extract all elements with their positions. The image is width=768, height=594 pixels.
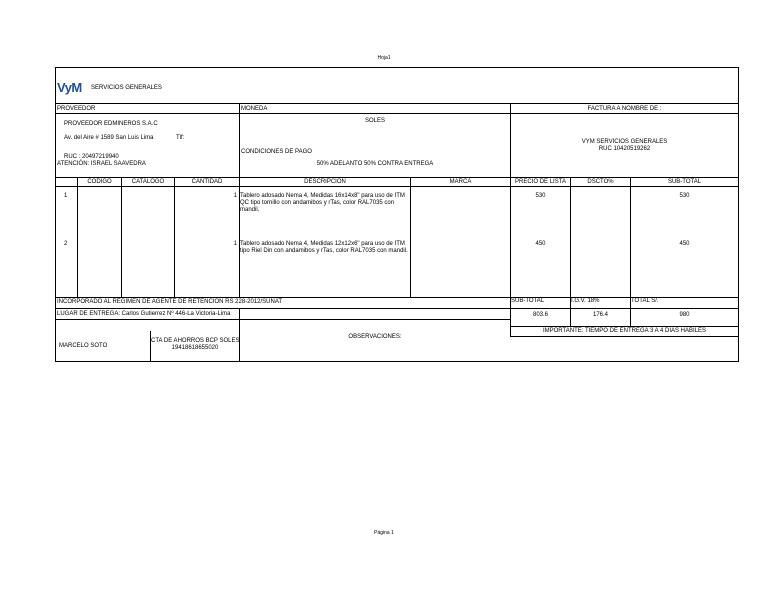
- page-footer: Página 1: [374, 530, 394, 536]
- item-list-price: 450: [535, 241, 546, 247]
- item-quantity: 1: [233, 241, 237, 247]
- item-description: Tablero adosado Nema 4, Medidas 16x14x8" para uso de ITM QC tipo tornillo con andamibos y rTas, color RAL7035 con mandil.: [240, 193, 405, 213]
- divider: [77, 177, 78, 298]
- divider: [510, 336, 738, 337]
- purchase-order-document: [55, 67, 739, 362]
- item-number: 1: [64, 193, 68, 199]
- divider: [121, 177, 122, 298]
- item-subtotal: 450: [679, 241, 690, 247]
- col-header-cantidad: CANTIDAD: [191, 179, 223, 185]
- supplier-address: Av. del Aire # 1589 San Luis Lima: [64, 135, 154, 141]
- item-description: Tablero adosado Nema 4, Medidas 12x12x6" para uso de ITM tipo Riel Din con andamibos y rTas, color RAL7035 con mandil.: [240, 241, 408, 254]
- subtotal-value: 803.6: [532, 312, 548, 318]
- item-subtotal: 530: [679, 193, 690, 199]
- payment-value: 50% ADELANTO 50% CONTRA ENTREGA: [316, 161, 434, 167]
- subtotal-label: SUB-TOTAL: [511, 298, 545, 304]
- divider: [410, 177, 411, 298]
- supplier-attention: ATENCIÓN: ISRAEL SAAVEDRA: [57, 161, 146, 167]
- igv-value: 176.4: [592, 312, 608, 318]
- payment-label: CONDICIONES DE PAGO: [241, 149, 312, 155]
- col-header-dscto: DSCTO%: [587, 179, 614, 185]
- currency-value: SOLES: [364, 118, 385, 124]
- divider: [510, 326, 738, 327]
- observations-label: OBSERVACIONES:: [348, 334, 402, 340]
- delivery-contact: MARCELO SOTO: [59, 343, 108, 349]
- divider: [56, 308, 738, 309]
- supplier-name: PROVEEDOR EDMINEROS S.A.C: [64, 121, 158, 127]
- col-header-descripcion: DESCRIPCION: [304, 179, 346, 185]
- divider: [56, 113, 738, 114]
- item-number: 2: [64, 241, 68, 247]
- withholding-regime: INCORPORADO AL REGIMEN DE AGENTE DE RETENCIÓN RS 228-2012/SUNAT: [57, 299, 283, 305]
- col-header-codigo: CODIGO: [87, 179, 112, 185]
- account-number: 19418618655020: [171, 345, 219, 351]
- supplier-label: PROVEEDOR: [57, 106, 96, 112]
- total-value: 980: [679, 312, 690, 318]
- sheet-name: Hoja1: [377, 55, 391, 61]
- item-list-price: 530: [535, 193, 546, 199]
- invoice-to-ruc: RUC 10420519262: [598, 146, 651, 152]
- igv-label: I.G.V. 18%: [571, 298, 600, 304]
- invoice-to-name: VYM SERVICIOS GENERALES: [581, 139, 668, 145]
- delivery-place: LUGAR DE ENTREGA: Carlos Gutierrez Nº 446-La Victoria-Lima: [57, 311, 231, 317]
- company-name: SERVICIOS GENERALES: [91, 85, 162, 91]
- col-header-catalogo: CATALOGO: [131, 179, 165, 185]
- col-header-precio: PRECIO DE LISTA: [515, 179, 566, 185]
- supplier-ruc: RUC : 20497219940: [64, 154, 119, 160]
- delivery-time-note: IMPORTANTE: TIEMPO DE ENTREGA 3 A 4 DIAS HABILES: [542, 328, 707, 334]
- divider: [56, 186, 738, 187]
- divider: [56, 319, 511, 320]
- divider: [56, 103, 738, 104]
- total-label: TOTAL S/.: [631, 298, 659, 304]
- col-header-marca: MARCA: [449, 179, 472, 185]
- col-header-subtotal: SUB-TOTAL: [667, 179, 702, 185]
- item-quantity: 1: [233, 193, 237, 199]
- currency-label: MONEDA: [241, 106, 268, 112]
- divider: [56, 177, 738, 178]
- supplier-phone-label: Tlf:: [176, 135, 185, 141]
- invoice-to-label: FACTURA A NOMBRE DE :: [587, 106, 662, 112]
- company-logo: VyM: [57, 80, 82, 95]
- account-label: CTA DE AHORROS BCP SOLES: [151, 338, 240, 344]
